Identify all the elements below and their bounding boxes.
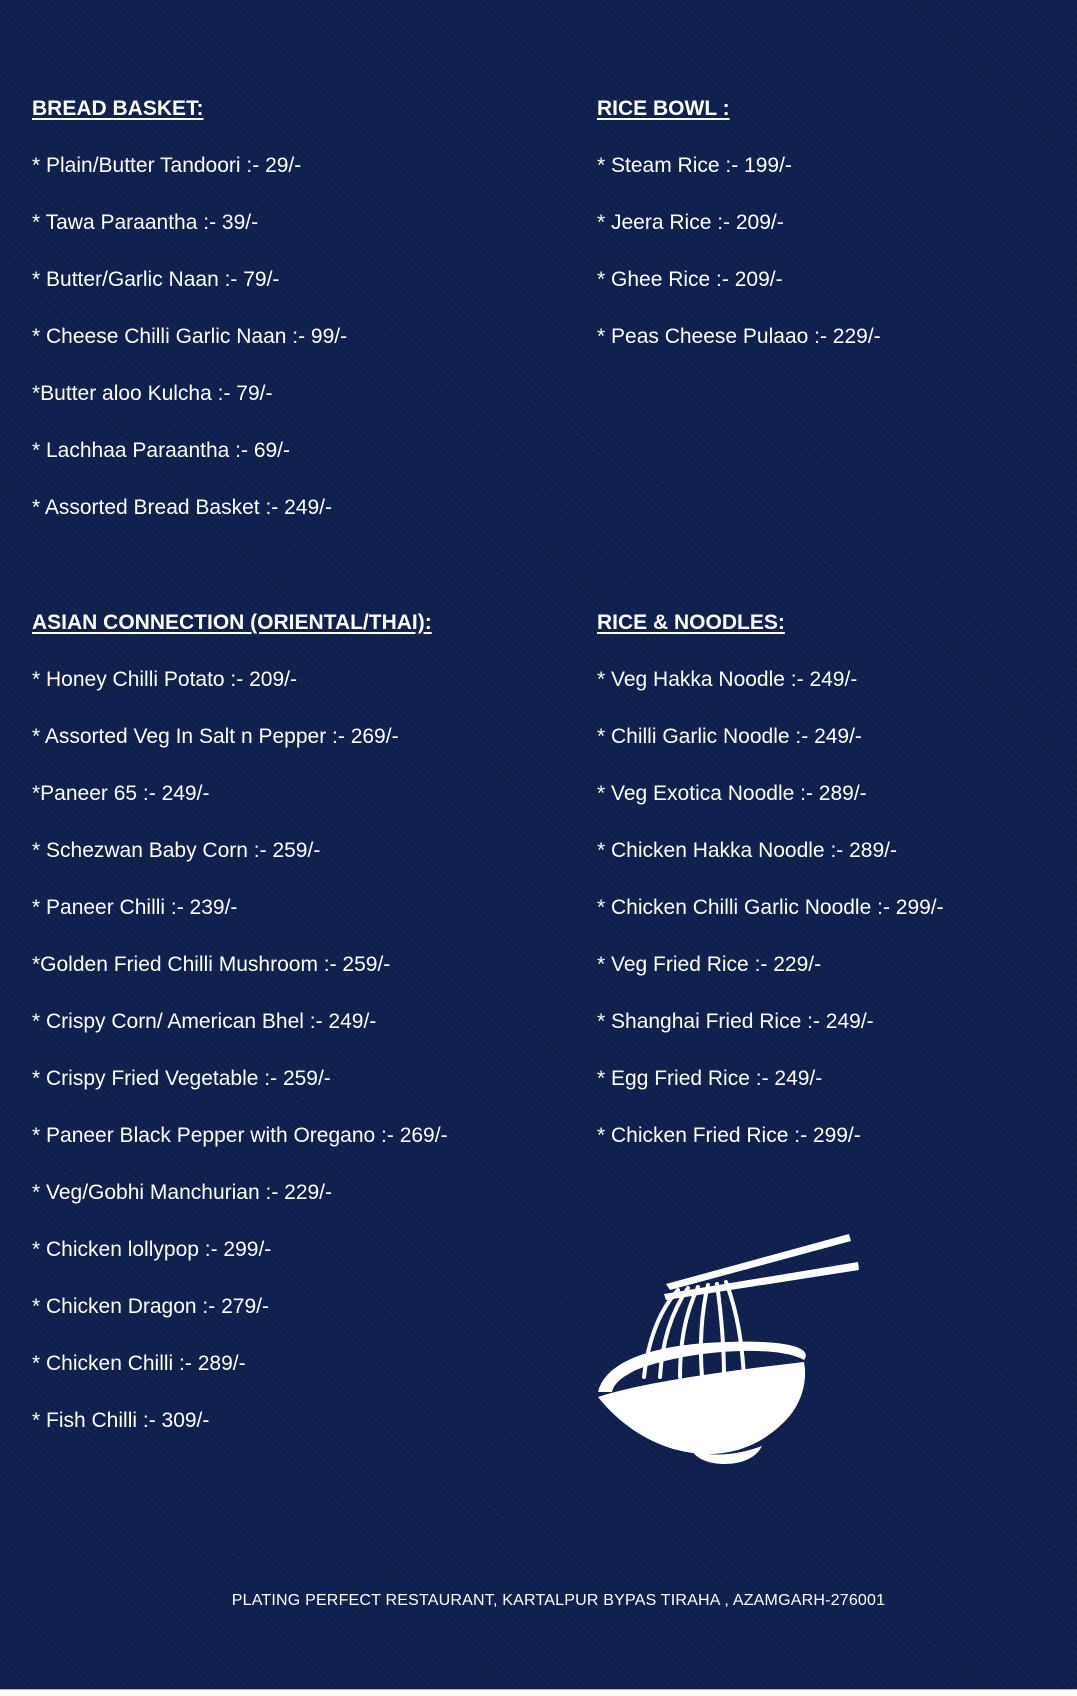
- asian-connection-item: * Chicken lollypop :- 299/-: [32, 1238, 272, 1261]
- rice-bowl-section: [597, 94, 1077, 379]
- restaurant-address-footer: PLATING PERFECT RESTAURANT, KARTALPUR BYPAS TIRAHA , AZAMGARH-276001: [231, 1592, 886, 1609]
- asian-connection-item: * Fish Chilli :- 309/-: [32, 1409, 210, 1432]
- asian-connection-item: *Paneer 65 :- 249/-: [32, 782, 210, 805]
- asian-connection-item: * Chicken Chilli :- 289/-: [32, 1352, 246, 1375]
- rice-noodles-list: [597, 665, 1077, 1178]
- rice-noodles-item: * Chicken Hakka Noodle :- 289/-: [597, 839, 897, 862]
- noodle-bowl-chopsticks-icon: [596, 1232, 861, 1464]
- rice-noodles-item: * Veg Fried Rice :- 229/-: [597, 953, 822, 976]
- page-bottom-edge: [0, 1689, 1077, 1696]
- asian-connection-item: *Golden Fried Chilli Mushroom :- 259/-: [32, 953, 391, 976]
- bread-basket-item: * Tawa Paraantha :- 39/-: [32, 211, 259, 234]
- rice-noodles-item: * Chicken Fried Rice :- 299/-: [597, 1124, 861, 1147]
- bread-basket-item: * Butter/Garlic Naan :- 79/-: [32, 268, 280, 291]
- rice-bowl-item: * Jeera Rice :- 209/-: [597, 211, 784, 234]
- bread-basket-item: *Butter aloo Kulcha :- 79/-: [32, 382, 273, 405]
- bread-basket-title: BREAD BASKET:: [32, 97, 204, 120]
- asian-connection-item: * Paneer Chilli :- 239/-: [32, 896, 238, 919]
- asian-connection-section: [32, 608, 532, 1463]
- asian-connection-title: ASIAN CONNECTION (ORIENTAL/THAI):: [32, 611, 432, 634]
- rice-bowl-list: [597, 151, 1077, 379]
- rice-bowl-title: RICE BOWL :: [597, 97, 730, 120]
- asian-connection-item: * Crispy Corn/ American Bhel :- 249/-: [32, 1010, 377, 1033]
- asian-connection-item: * Schezwan Baby Corn :- 259/-: [32, 839, 321, 862]
- bread-basket-item: * Lachhaa Paraantha :- 69/-: [32, 439, 291, 462]
- asian-connection-item: * Paneer Black Pepper with Oregano :- 269/-: [32, 1124, 448, 1147]
- rice-bowl-item: * Ghee Rice :- 209/-: [597, 268, 783, 291]
- bread-basket-item: * Plain/Butter Tandoori :- 29/-: [32, 154, 302, 177]
- rice-noodles-item: * Veg Hakka Noodle :- 249/-: [597, 668, 858, 691]
- bread-basket-list: [32, 151, 532, 550]
- rice-noodles-item: * Shanghai Fried Rice :- 249/-: [597, 1010, 874, 1033]
- rice-bowl-item: * Peas Cheese Pulaao :- 229/-: [597, 325, 881, 348]
- rice-noodles-item: * Veg Exotica Noodle :- 289/-: [597, 782, 867, 805]
- asian-connection-list: [32, 665, 532, 1463]
- rice-noodles-item: * Egg Fried Rice :- 249/-: [597, 1067, 823, 1090]
- asian-connection-item: * Crispy Fried Vegetable :- 259/-: [32, 1067, 331, 1090]
- rice-bowl-item: * Steam Rice :- 199/-: [597, 154, 792, 177]
- asian-connection-item: * Honey Chilli Potato :- 209/-: [32, 668, 297, 691]
- asian-connection-item: * Veg/Gobhi Manchurian :- 229/-: [32, 1181, 333, 1204]
- asian-connection-item: * Chicken Dragon :- 279/-: [32, 1295, 269, 1318]
- bread-basket-item: * Assorted Bread Basket :- 249/-: [32, 496, 332, 519]
- rice-noodles-title: RICE & NOODLES:: [597, 611, 785, 634]
- bread-basket-section: [32, 94, 532, 550]
- asian-connection-item: * Assorted Veg In Salt n Pepper :- 269/-: [32, 725, 399, 748]
- bread-basket-item: * Cheese Chilli Garlic Naan :- 99/-: [32, 325, 348, 348]
- rice-noodles-section: [597, 608, 1077, 1178]
- rice-noodles-item: * Chilli Garlic Noodle :- 249/-: [597, 725, 862, 748]
- rice-noodles-item: * Chicken Chilli Garlic Noodle :- 299/-: [597, 896, 944, 919]
